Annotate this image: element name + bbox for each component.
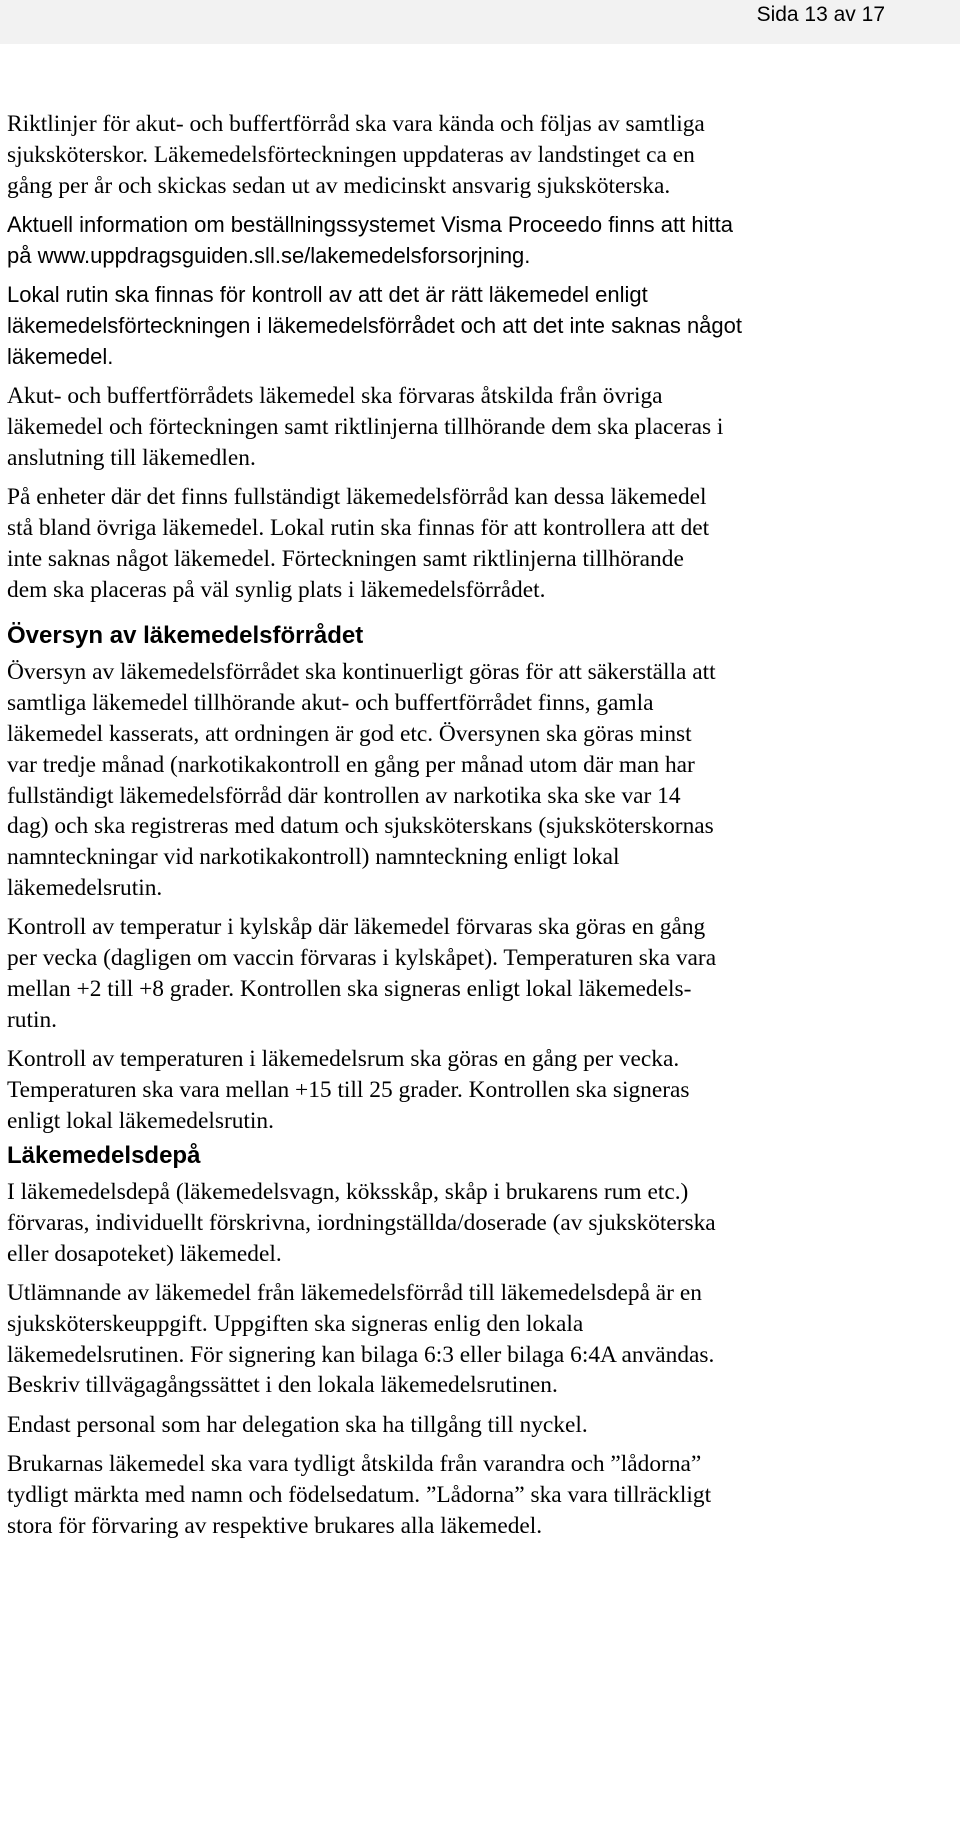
document-body [7,109,957,1550]
paragraph-lador: Brukarnas läkemedel ska vara tydligt åtskilda från varandra och ”lådorna” tydligt märkta med namn och födelsedatum. ”Lådorna” ska vara tillräckligt stora för förvaring av respektive brukares alla läkemedel. [7,1451,712,1539]
paragraph-akut-buffertforrad: Akut- och buffertförrådets läkemedel ska förvaras åtskilda från övriga läkemedel och förteckningen samt riktlinjerna tillhörande dem ska placeras i anslutning till läkemedlen. [7,383,724,471]
heading-lakemedelsdepa: Läkemedelsdepå [7,1142,201,1170]
paragraph-kylskap-temperatur: Kontroll av temperatur i kylskåp där läkemedel förvaras ska göras en gång per vecka (dagligen om vaccin förvaras i kylskåpet). Temperaturen ska vara mellan +2 till +8 grader. Kontrollen ska signeras enligt lokal läkemedels- rutin. [7,914,717,1033]
paragraph-nyckel: Endast personal som har delegation ska ha tillgång till nyckel. [7,1411,588,1438]
paragraph-riktlinjer: Riktlinjer för akut- och buffertförråd ska vara kända och följas av samtliga sjuksköterskor. Läkemedelsförteckningen uppdateras av landstinget ca en gång per år och skickas sedan ut av medicinskt ansvarig sjuksköterska. [7,111,705,199]
paragraph-utlamnande: Utlämnande av läkemedel från läkemedelsförråd till läkemedelsdepå är en sjuksköterskeuppgift. Uppgiften ska signeras enlig den lokala läkemedelsrutinen. För signering kan bilaga 6:3 eller bilaga 6:4A användas. Beskriv tillvägagångssättet i den lokala läkemedelsrutinen. [7,1280,715,1399]
page-header [0,0,960,44]
paragraph-oversyn: Översyn av läkemedelsförrådet ska kontinuerligt göras för att säkerställa att samtliga läkemedel tillhörande akut- och buffertförrådet finns, gamla läkemedel kasserats, att ordningen är god etc. Översynen ska göras minst var tredje månad (narkotikakontroll en gång per månad utom där man har fullständigt läkemedelsförråd där kontrollen av narkotika ska ske var 14 dag) och ska registreras med datum och sjuksköterskans (sjuksköterskornas namnteckningar vid narkotikakontroll) namnteckning enligt lokal läkemedelsrutin. [7,659,716,901]
paragraph-lakemedelsrum-temperatur: Kontroll av temperaturen i läkemedelsrum ska göras en gång per vecka. Temperaturen ska vara mellan +15 till 25 grader. Kontrollen ska signeras enligt lokal läkemedelsrutin. [7,1046,690,1134]
heading-oversyn: Översyn av läkemedelsförrådet [7,622,364,650]
paragraph-depa-forvaring: I läkemedelsdepå (läkemedelsvagn, köksskåp, skåp i brukarens rum etc.) förvaras, individuellt förskrivna, iordningställda/doserade (av sjuksköterska eller dosapoteket) läkemedel. [7,1179,716,1267]
page-number: Sida 13 av 17 [756,3,885,26]
paragraph-visma-proceedo: Aktuell information om beställningssystemet Visma Proceedo finns att hitta på www.uppdragsguiden.sll.se/lakemedelsforsorjning. [7,211,733,268]
paragraph-fullstandigt-forrad: På enheter där det finns fullständigt läkemedelsförråd kan dessa läkemedel stå bland övriga läkemedel. Lokal rutin ska finnas för att kontrollera att det inte saknas något läkemedel. Förteckningen samt riktlinjerna tillhörande dem ska placeras på väl synlig plats i läkemedelsförrådet. [7,484,710,603]
paragraph-lokal-rutin: Lokal rutin ska finnas för kontroll av att det är rätt läkemedel enligt läkemedelsförteckningen i läkemedelsförrådet och att det inte saknas något läkemedel. [7,282,742,369]
